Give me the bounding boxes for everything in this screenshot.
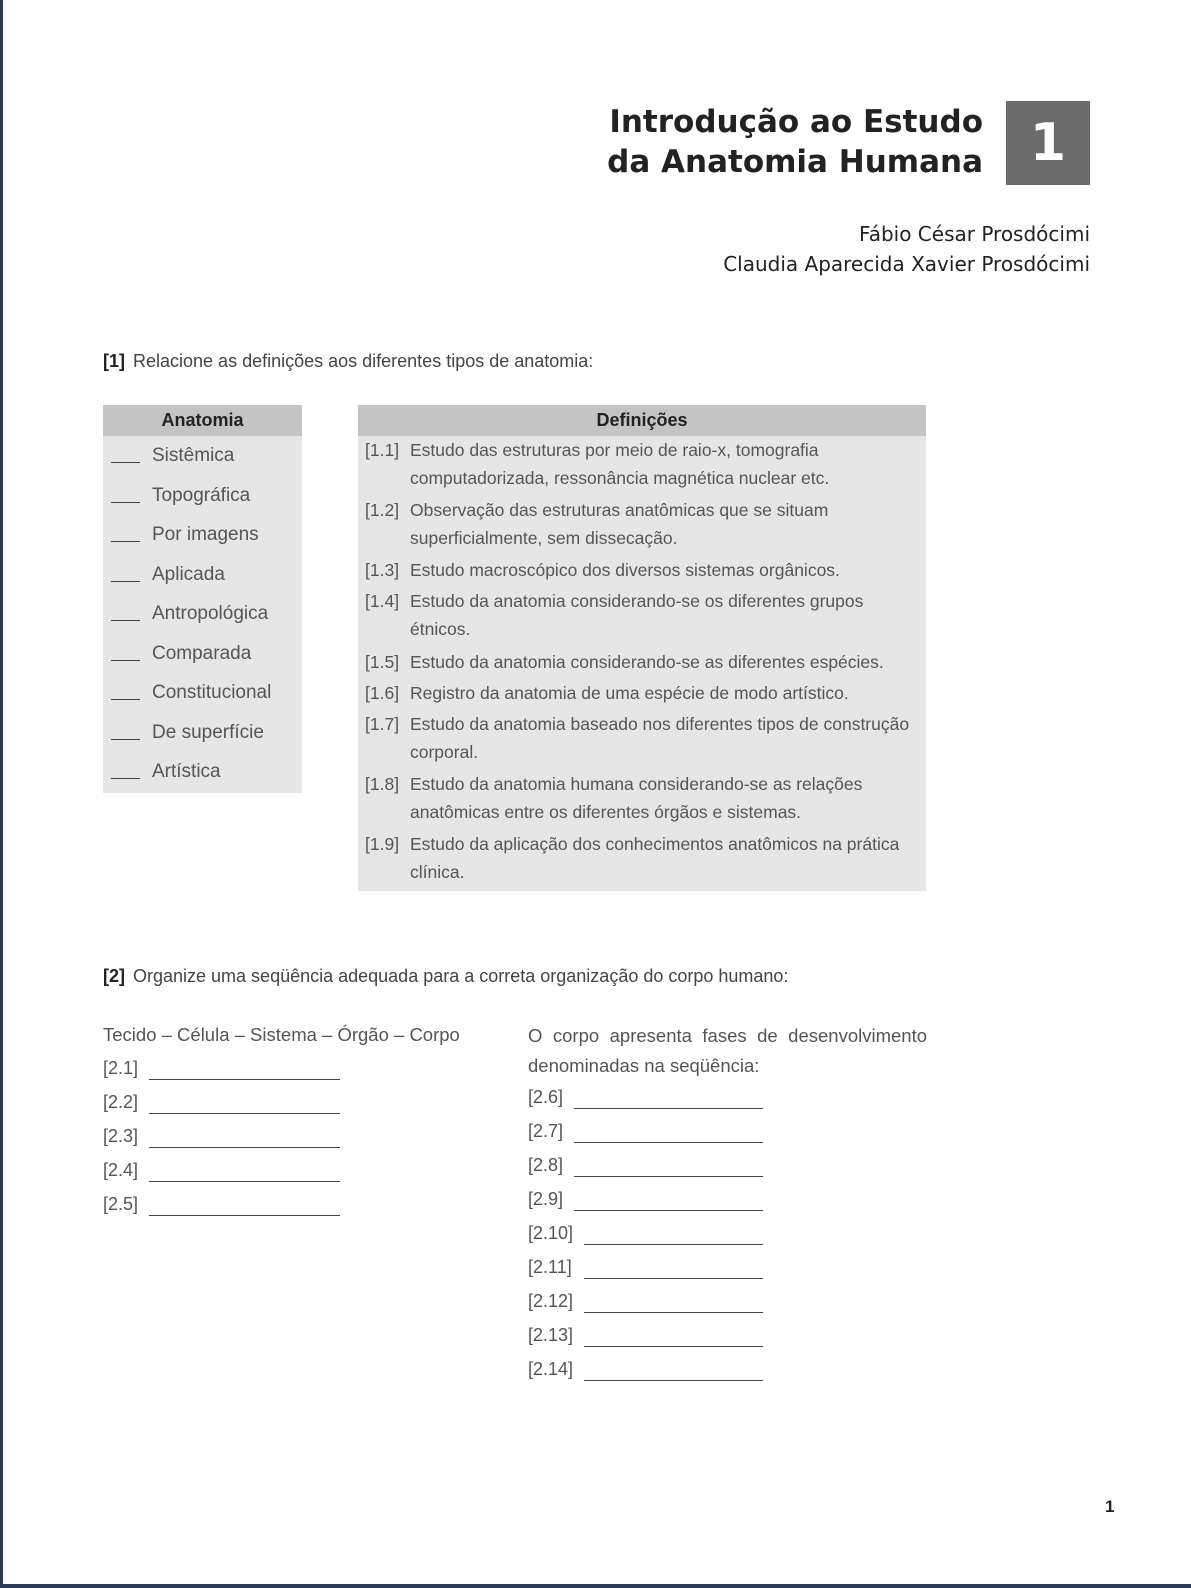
question-1-prompt <box>103 351 593 372</box>
answer-blank[interactable] <box>584 1312 763 1313</box>
author-2: Claudia Aparecida Xavier Prosdócimi <box>723 252 1090 276</box>
answer-line-item: [2.11] <box>528 1257 572 1278</box>
page-border-bottom <box>0 1584 1191 1588</box>
definicao-item: [1.2] Observação das estruturas anatômicas que se situam superficialmente, sem dissecação. <box>365 500 829 548</box>
author-1: Fábio César Prosdócimi <box>859 222 1090 246</box>
answer-blank[interactable] <box>149 1215 340 1216</box>
answer-line-item: [2.14] <box>528 1359 573 1380</box>
question-1-text: Relacione as definições aos diferentes tipos de anatomia: <box>133 351 594 371</box>
definicao-item: [1.7] Estudo da anatomia baseado nos diferentes tipos de construção corporal. <box>365 714 910 762</box>
anatomia-item[interactable]: Topográfica <box>111 485 250 507</box>
question-2-number: [2] <box>103 966 125 986</box>
definicao-item: [1.6] Registro da anatomia de uma espécie de modo artístico. <box>365 683 849 703</box>
anatomia-header: Anatomia <box>103 405 302 436</box>
anatomia-item[interactable]: Artística <box>111 761 221 783</box>
question-1-number: [1] <box>103 351 125 371</box>
answer-line-item: [2.3] <box>103 1126 138 1147</box>
definicoes-column <box>358 405 926 891</box>
answer-blank[interactable] <box>111 699 140 700</box>
answer-blank[interactable] <box>574 1210 763 1211</box>
page-border-left <box>0 0 3 1588</box>
answer-line-item: [2.1] <box>103 1058 138 1079</box>
answer-blank[interactable] <box>149 1181 340 1182</box>
question-2-prompt <box>103 966 788 987</box>
page-number: 1 <box>1105 1497 1115 1516</box>
anatomia-item[interactable]: Comparada <box>111 643 251 665</box>
answer-line-item: [2.6] <box>528 1087 563 1108</box>
answer-line-item: [2.10] <box>528 1223 573 1244</box>
answer-line-item: [2.2] <box>103 1092 138 1113</box>
answer-line-item: [2.8] <box>528 1155 563 1176</box>
definicao-item: [1.8] Estudo da anatomia humana considerando-se as relações anatômicas entre os diferentes órgãos e sistemas. <box>365 774 863 822</box>
anatomia-item[interactable]: Constitucional <box>111 682 271 704</box>
anatomia-item[interactable]: De superfície <box>111 722 264 744</box>
anatomia-item[interactable]: Antropológica <box>111 603 268 625</box>
answer-blank[interactable] <box>111 462 140 463</box>
answer-blank[interactable] <box>111 581 140 582</box>
answer-blank[interactable] <box>111 502 140 503</box>
answer-line-item: [2.4] <box>103 1160 138 1181</box>
anatomia-item[interactable]: Por imagens <box>111 524 259 546</box>
definicao-item: [1.5] Estudo da anatomia considerando-se as diferentes espécies. <box>365 652 884 672</box>
answer-blank[interactable] <box>111 778 140 779</box>
question-2-text: Organize uma seqüência adequada para a correta organização do corpo humano: <box>133 966 789 986</box>
answer-line-item: [2.13] <box>528 1325 573 1346</box>
answer-blank[interactable] <box>574 1108 763 1109</box>
answer-blank[interactable] <box>111 660 140 661</box>
answer-blank[interactable] <box>584 1278 763 1279</box>
chapter-title-line1: Introdução ao Estudo <box>609 104 983 140</box>
anatomia-column <box>103 405 302 793</box>
answer-blank[interactable] <box>149 1113 340 1114</box>
answer-blank[interactable] <box>111 541 140 542</box>
answer-line-item: [2.9] <box>528 1189 563 1210</box>
definicao-item: [1.4] Estudo da anatomia considerando-se os diferentes grupos étnicos. <box>365 591 864 639</box>
chapter-title-line2: da Anatomia Humana <box>607 144 983 180</box>
sequence-text: Tecido – Célula – Sistema – Órgão – Corpo <box>103 1024 460 1045</box>
answer-line-item: [2.5] <box>103 1194 138 1215</box>
answer-line-item: [2.7] <box>528 1121 563 1142</box>
answer-blank[interactable] <box>584 1244 763 1245</box>
answer-blank[interactable] <box>574 1142 763 1143</box>
answer-blank[interactable] <box>149 1079 340 1080</box>
definicao-item: [1.3] Estudo macroscópico dos diversos sistemas orgânicos. <box>365 560 840 580</box>
answer-blank[interactable] <box>584 1380 763 1381</box>
answer-line-item: [2.12] <box>528 1291 573 1312</box>
definicoes-header: Definições <box>358 405 926 436</box>
definicao-item: [1.1] Estudo das estruturas por meio de raio-x, tomografia computadorizada, ressonância magnética nuclear etc. <box>365 440 830 488</box>
authors <box>723 219 1090 279</box>
answer-blank[interactable] <box>149 1147 340 1148</box>
development-text: O corpo apresenta fases de desenvolvimento denominadas na seqüência: <box>528 1025 927 1076</box>
answer-blank[interactable] <box>574 1176 763 1177</box>
chapter-number-badge: 1 <box>1006 101 1090 185</box>
chapter-title <box>607 102 983 182</box>
answer-blank[interactable] <box>584 1346 763 1347</box>
definicao-item: [1.9] Estudo da aplicação dos conhecimentos anatômicos na prática clínica. <box>365 834 900 882</box>
answer-blank[interactable] <box>111 739 140 740</box>
answer-blank[interactable] <box>111 620 140 621</box>
anatomia-item[interactable]: Sistêmica <box>111 445 234 467</box>
anatomia-item[interactable]: Aplicada <box>111 564 225 586</box>
